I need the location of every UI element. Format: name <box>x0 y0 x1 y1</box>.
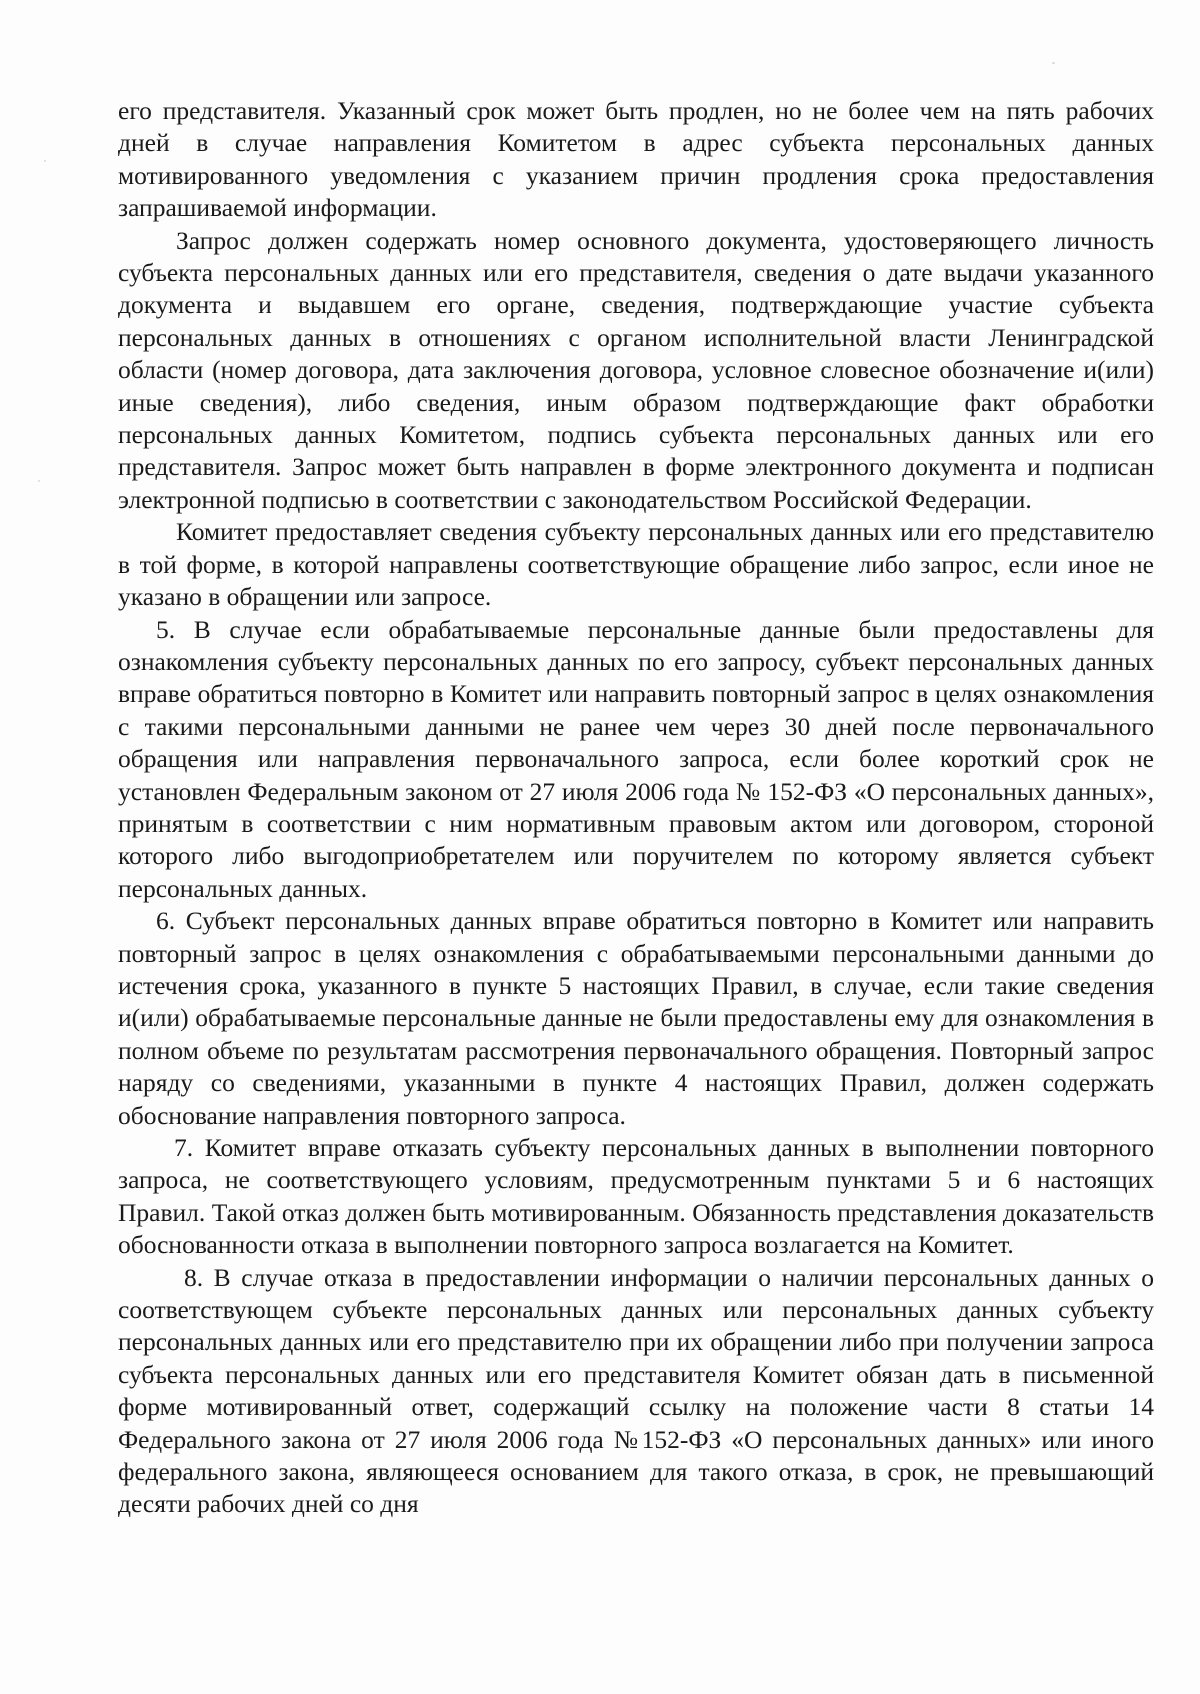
paragraph-committee-provides: Комитет предоставляет сведения субъекту персональных данных или его представителю в той форме, в которой направлены соответствующие обращение либо запрос, если иное не указано в обращении или запросе. <box>118 517 1154 612</box>
paragraph-item-8: 8. В случае отказа в предоставлении информации о наличии персональных данных о соответствующем субъекте персональных данных или персональных данных субъекту персональных данных или его представителю при их обращении либо при получении запроса субъекта персональных данных или его представителя Комитет обязан дать в письменной форме мотивированный ответ, содержащий ссылку на положение части 8 статьи 14 Федерального закона от 27 июля 2006 года №152-ФЗ «О персональных данных» или иного федерального закона, являющееся основанием для такого отказа, в срок, не превышающий десяти рабочих дней со дня <box>118 1262 1154 1519</box>
scan-speck <box>38 480 40 482</box>
scan-speck <box>44 160 46 162</box>
paragraph-continuation: его представителя. Указанный срок может быть продлен, но не более чем на пять рабочих дней в случае направления Комитетом в адрес субъекта персональных данных мотивированного уведомления с указанием причин продления срока предоставления запрашиваемой информации. <box>118 96 1154 223</box>
paragraph-item-7: 7. Комитет вправе отказать субъекту персональных данных в выполнении повторного запроса, не соответствующего условиям, предусмотренным пунктами 5 и 6 настоящих Правил. Такой отказ должен быть мотивированным. Обязанность представления доказательств обоснованности отказа в выполнении повторного запроса возлагается на Комитет. <box>118 1133 1154 1260</box>
scan-speck <box>1052 62 1055 64</box>
document-body <box>118 95 1154 1521</box>
paragraph-request-contents: Запрос должен содержать номер основного документа, удостоверяющего личность субъекта персональных данных или его представителя, сведения о дате выдачи указанного документа и выдавшем его органе, сведения, подтверждающие участие субъекта персональных данных в отношениях с органом исполнительной власти Ленинградской области (номер договора, дата заключения договора, условное словесное обозначение и(или) иные сведения), либо сведения, иным образом подтверждающие факт обработки персональных данных Комитетом, подпись субъекта персональных данных или его представителя. Запрос может быть направлен в форме электронного документа и подписан электронной подписью в соответствии с законодательством Российской Федерации. <box>118 225 1154 514</box>
paragraph-item-5: 5. В случае если обрабатываемые персональные данные были предоставлены для ознакомления субъекту персональных данных по его запросу, субъект персональных данных вправе обратиться повторно в Комитет или направить повторный запрос в целях ознакомления с такими персональными данными не ранее чем через 30 дней после первоначального обращения или направления первоначального запроса, если более короткий срок не установлен Федеральным законом от 27 июля 2006 года № 152-ФЗ «О персональных данных», принятым в соответствии с ним нормативным правовым актом или договором, стороной которого либо выгодоприобретателем или поручителем по которому является субъект персональных данных. <box>118 614 1154 903</box>
paragraph-item-6: 6. Субъект персональных данных вправе обратиться повторно в Комитет или направить повторный запрос в целях ознакомления с обрабатываемыми персональными данными до истечения срока, указанного в пункте 5 настоящих Правил, в случае, если такие сведения и(или) обрабатываемые персональные данные не были предоставлены ему для ознакомления в полном объеме по результатам рассмотрения первоначального обращения. Повторный запрос наряду со сведениями, указанными в пункте 4 настоящих Правил, должен содержать обоснование направления повторного запроса. <box>118 906 1154 1130</box>
